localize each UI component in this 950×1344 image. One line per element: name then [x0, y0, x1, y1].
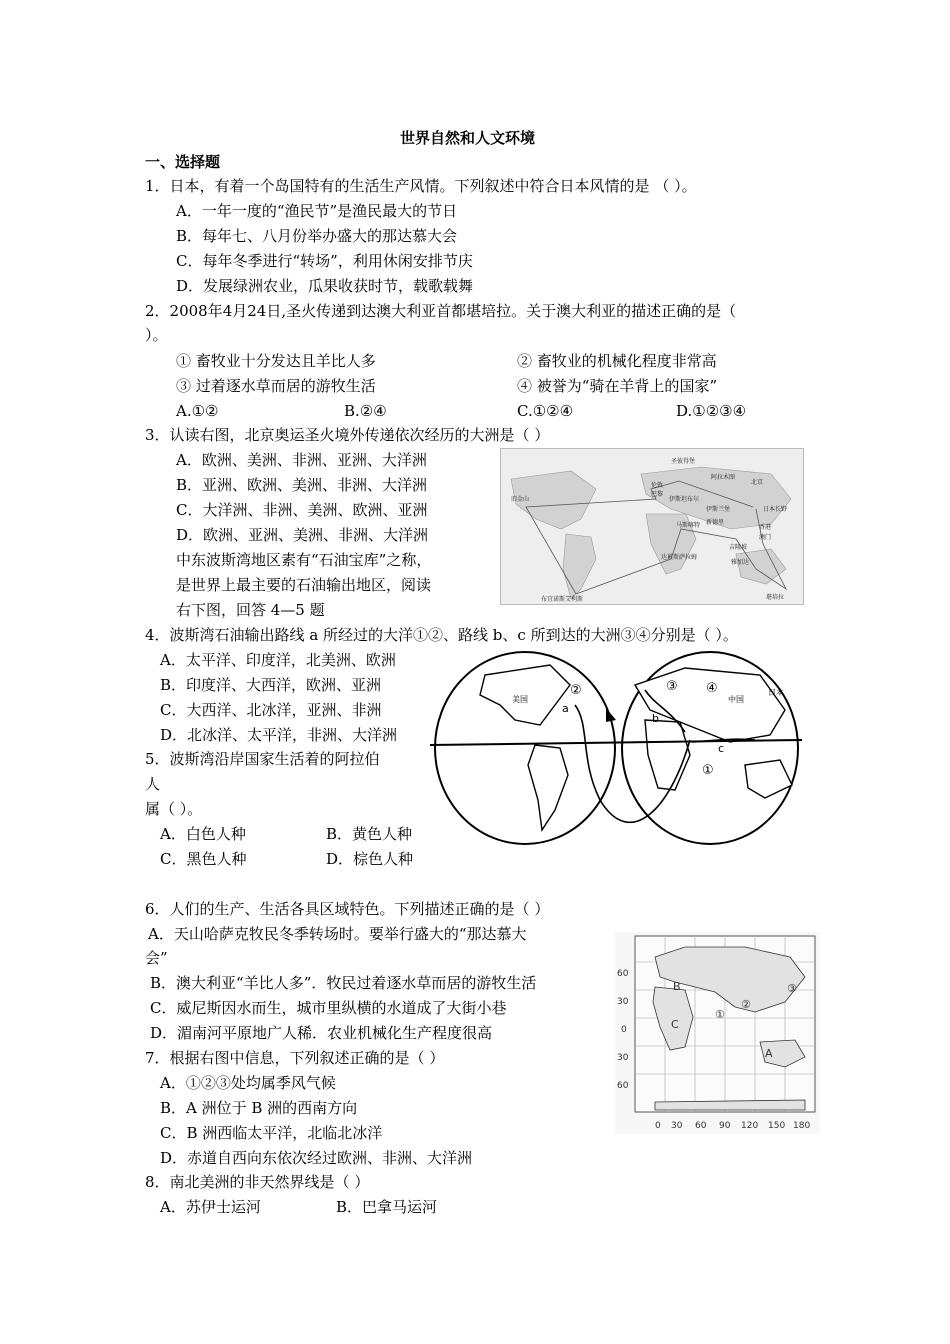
map-label: 阿拉木图	[711, 474, 736, 481]
map-label: 雅加达	[731, 559, 750, 566]
q3-stem: 3．认读右图，北京奥运圣火境外传递依次经历的大洲是（ ）	[145, 426, 550, 444]
map-label: b	[652, 712, 659, 725]
q6-option-d: D．湄南河平原地广人稀．农业机械化生产程度很高	[150, 1024, 493, 1042]
map-x-tick: 90	[719, 1121, 731, 1131]
map-y-tick: 60	[617, 1081, 629, 1091]
map-x-tick: 120	[741, 1121, 759, 1131]
q4-option-d: D．北冰洋、太平洋，非洲、大洋洲	[160, 726, 398, 744]
q6-option-c: C．威尼斯因水而生，城市里纵横的水道成了大街小巷	[150, 999, 507, 1017]
q6-option-a-line2: 会”	[145, 949, 168, 967]
page-title: 世界自然和人文环境	[400, 129, 536, 147]
q6-option-b: B．澳大利亚“羊比人多”．牧民过着逐水草而居的游牧生活	[150, 974, 537, 992]
map-label: ③	[666, 679, 678, 694]
map-label: 新德里	[706, 519, 725, 526]
q5-option-a: A．白色人种	[160, 825, 246, 843]
map-label: ①	[702, 763, 714, 778]
map-label: 堪培拉	[766, 594, 785, 601]
q5-stem-line2: 人	[145, 775, 161, 793]
map-label: 吉隆坡	[729, 544, 748, 551]
q5-option-b: B．黄色人种	[326, 825, 413, 843]
map-label: ②	[741, 998, 751, 1011]
map-label: 马斯喀特	[676, 522, 701, 529]
intro-4-5-line2: 是世界上最主要的石油输出地区，阅读	[176, 576, 432, 594]
q7-stem: 7．根据右图中信息，下列叙述正确的是（ ）	[145, 1049, 445, 1067]
q3-option-c: C．大洋洲、非洲、美洲、欧洲、亚洲	[176, 501, 428, 519]
q5-stem-line1: 5．波斯湾沿岸国家生活着的阿拉伯	[145, 750, 380, 768]
intro-4-5-line3: 右下图，回答 4—5 题	[176, 601, 325, 619]
q2-option-d: D.①②③④	[676, 402, 747, 420]
map-label: 日本	[768, 688, 784, 697]
q4-option-c: C．大西洋、北冰洋，亚洲、非洲	[160, 701, 382, 719]
route-arrow-icon	[606, 708, 616, 722]
map-x-tick: 0	[655, 1121, 661, 1131]
q1-option-b: B．每年七、八月份举办盛大的那达慕大会	[176, 227, 458, 245]
map-label: 美国	[512, 695, 528, 704]
map-label: ②	[570, 683, 582, 698]
map-y-tick: 0	[621, 1025, 627, 1035]
map-label: 旧金山	[511, 496, 530, 503]
q8-stem: 8．南北美洲的非天然界线是（ ）	[145, 1173, 370, 1191]
q3-option-a: A．欧洲、美洲、非洲、亚洲、大洋洲	[176, 451, 427, 469]
map-label: ④	[706, 681, 718, 696]
section-heading: 一、选择题	[145, 153, 221, 171]
map-label: 布宜诺斯艾利斯	[541, 596, 584, 603]
q4-option-a: A．太平洋、印度洋，北美洲、欧洲	[160, 651, 396, 669]
q2-option-b: B.②④	[344, 402, 387, 420]
q5-option-d: D．棕色人种	[326, 850, 414, 868]
q1-option-d: D．发展绿洲农业，瓜果收获时节，载歌载舞	[176, 277, 474, 295]
q1-stem: 1．日本，有着一个岛国特有的生活生产风情。下列叙述中符合日本风情的是 （ ）。	[145, 177, 697, 195]
map-label: ①	[715, 1008, 725, 1021]
q1-option-a: A．一年一度的“渔民节”是渔民最大的节日	[176, 202, 458, 220]
q2-statement-3: ③ 过着逐水草而居的游牧生活	[176, 377, 376, 395]
map-label: A	[765, 1047, 773, 1060]
q5-option-c: C．黑色人种	[160, 850, 247, 868]
q3-option-d: D．欧洲、亚洲、美洲、非洲、大洋洲	[176, 526, 429, 544]
q5-stem-line3: 属（ ）。	[145, 800, 203, 818]
map-label: ③	[787, 982, 797, 995]
map-label: 达累斯萨拉姆	[661, 554, 698, 561]
q4-stem: 4．波斯湾石油输出路线 a 所经过的大洋①②、路线 b、c 所到达的大洲③④分别是（ ）。	[145, 626, 738, 644]
q8-option-a: A．苏伊士运河	[160, 1198, 261, 1216]
map-label: c	[718, 742, 725, 755]
intro-4-5-line1: 中东波斯湾地区素有“石油宝库”之称，	[176, 551, 432, 569]
torch-relay-map	[500, 448, 804, 605]
q7-option-c: C．B 洲西临太平洋，北临北冰洋	[160, 1124, 383, 1142]
q7-option-b: B．A 洲位于 B 洲的西南方向	[160, 1099, 358, 1117]
map-label: 圣彼得堡	[671, 458, 696, 465]
q8-option-b: B．巴拿马运河	[336, 1198, 438, 1216]
q2-statement-2: ② 畜牧业的机械化程度非常高	[517, 352, 717, 370]
grid-world-map	[615, 932, 820, 1134]
map-x-tick: 30	[671, 1121, 683, 1131]
q2-option-c: C.①②④	[517, 402, 574, 420]
map-label: B	[673, 980, 681, 993]
map-label: 日本长野	[763, 506, 788, 513]
map-label: 伊斯兰堡	[706, 506, 731, 513]
oil-route-map	[430, 650, 802, 850]
map-x-tick: 180	[793, 1121, 811, 1131]
q3-option-b: B．亚洲、欧洲、美洲、非洲、大洋洲	[176, 476, 428, 494]
map-label: 中国	[728, 695, 744, 704]
q2-statement-4: ④ 被誉为“骑在羊背上的国家”	[517, 377, 718, 395]
q2-stem-line1: 2．2008年4月24日,圣火传递到达澳大利亚首都堪培拉。关于澳大利亚的描述正确的是（	[145, 302, 737, 320]
q7-option-a: A．①②③处均属季风气候	[160, 1074, 336, 1092]
q7-option-d: D．赤道自西向东依次经过欧洲、非洲、大洋洲	[160, 1149, 473, 1167]
map-y-tick: 60	[617, 969, 629, 979]
map-label: 北京	[751, 479, 764, 486]
q1-option-c: C．每年冬季进行“转场”，利用休闲安排节庆	[176, 252, 473, 270]
map-label: 伦敦	[651, 482, 664, 489]
map-label: C	[671, 1018, 679, 1031]
q4-option-b: B．印度洋、大西洋，欧洲、亚洲	[160, 676, 382, 694]
q2-stem-line2: ）。	[145, 326, 168, 344]
map-y-tick: 30	[617, 1053, 629, 1063]
map-label: 澳门	[759, 534, 772, 541]
map-y-tick: 30	[617, 997, 629, 1007]
q2-statement-1: ① 畜牧业十分发达且羊比人多	[176, 352, 376, 370]
map-label: 巴黎	[651, 491, 664, 498]
q6-option-a-line1: A．天山哈萨克牧民冬季转场时。要举行盛大的“那达慕大	[148, 925, 527, 943]
map-label: 香港	[759, 524, 772, 531]
q2-option-a: A.①②	[176, 402, 219, 420]
q6-stem: 6．人们的生产、生活各具区域特色。下列描述正确的是（ ）	[145, 900, 550, 918]
map-label: a	[562, 702, 569, 715]
map-x-tick: 150	[768, 1121, 786, 1131]
map-label: 伊斯坦布尔	[669, 496, 700, 503]
map-x-tick: 60	[695, 1121, 707, 1131]
